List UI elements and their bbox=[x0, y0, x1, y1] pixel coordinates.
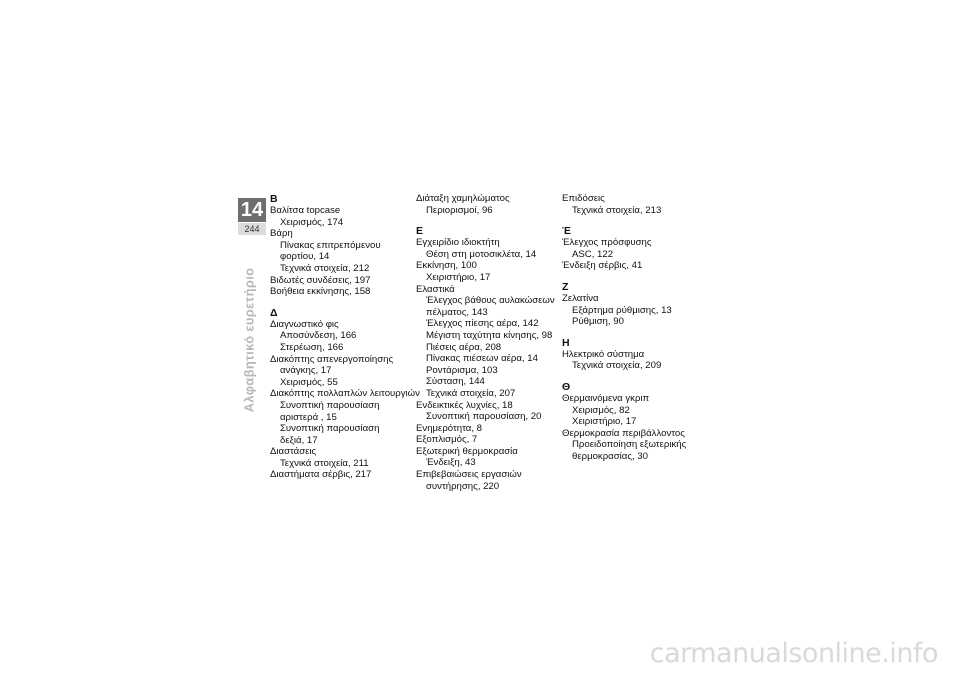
watermark-text: carmanualsonline.info bbox=[649, 638, 938, 669]
index-entry: Διαστάσεις bbox=[270, 446, 317, 458]
section-gap bbox=[562, 372, 707, 381]
index-subentry: Προειδοποίηση εξωτερικής bbox=[572, 439, 687, 451]
index-column-1 bbox=[270, 193, 420, 481]
section-gap bbox=[416, 216, 561, 225]
index-subentry: Τεχνικά στοιχεία, 211 bbox=[280, 457, 369, 469]
index-subentry: Εξάρτημα ρύθμισης, 13 bbox=[572, 304, 672, 316]
index-subentry: Χειριστήριο, 17 bbox=[426, 271, 491, 283]
index-subentry: ASC, 122 bbox=[572, 248, 614, 260]
page-number: 244 bbox=[238, 223, 266, 235]
index-entry: Έλεγχος πρόσφυσης bbox=[562, 237, 652, 249]
index-subentry: συντήρησης, 220 bbox=[426, 480, 500, 492]
index-entry: Ενδεικτικές λυχνίες, 18 bbox=[416, 399, 513, 411]
index-entry: Θερμαινόμενα γκριπ bbox=[562, 392, 650, 404]
index-subentry: Μέγιστη ταχύτητα κίνησης, 98 bbox=[426, 329, 553, 341]
index-subentry: δεξιά, 17 bbox=[280, 434, 318, 446]
index-subentry: Περιορισμοί, 96 bbox=[426, 204, 493, 216]
index-subentry: Ροντάρισμα, 103 bbox=[426, 364, 498, 376]
index-subentry: Συνοπτική παρουσίαση, 20 bbox=[426, 411, 542, 423]
index-subentry: Χειρισμός, 55 bbox=[280, 376, 338, 388]
index-subentry: Πίνακας πιέσεων αέρα, 14 bbox=[426, 353, 538, 365]
index-entry: Εγχειρίδιο ιδιοκτήτη bbox=[416, 237, 500, 249]
index-subentry: ανάγκης, 17 bbox=[280, 365, 332, 377]
index-entry: Ελαστικά bbox=[416, 283, 455, 295]
index-subentry: Χειρισμός, 82 bbox=[572, 404, 630, 416]
section-gap bbox=[270, 298, 415, 307]
index-column-3 bbox=[562, 193, 707, 463]
index-entry: Εξοπλισμός, 7 bbox=[416, 434, 478, 446]
section-letter: Ζ bbox=[562, 280, 569, 293]
index-subentry: Ένδειξη, 43 bbox=[426, 457, 476, 469]
index-entry: Βοήθεια εκκίνησης, 158 bbox=[270, 286, 371, 298]
index-entry: Διαστήματα σέρβις, 217 bbox=[270, 469, 372, 481]
section-letter: Έ bbox=[562, 225, 571, 238]
index-entry: Διακόπτης απενεργοποίησης bbox=[270, 353, 394, 365]
section-letter: Ε bbox=[416, 225, 424, 238]
index-subentry: Έλεγχος βάθους αυλακώσεων bbox=[426, 295, 555, 307]
section-letter: Β bbox=[270, 193, 278, 205]
index-subentry: Συνοπτική παρουσίαση bbox=[280, 399, 380, 411]
index-subentry: πέλματος, 143 bbox=[426, 306, 488, 318]
index-subentry: Τεχνικά στοιχεία, 209 bbox=[572, 360, 662, 372]
section-gap bbox=[562, 216, 707, 225]
index-entry: Εξωτερική θερμοκρασία bbox=[416, 445, 518, 457]
index-subentry: Ρύθμιση, 90 bbox=[572, 316, 624, 328]
index-entry: Βιδωτές συνδέσεις, 197 bbox=[270, 274, 371, 286]
index-subentry: Πίνακας επιτρεπόμενου bbox=[280, 239, 381, 251]
index-subentry: Τεχνικά στοιχεία, 213 bbox=[572, 204, 662, 216]
index-vertical-title: Αλφαβητικό ευρετήριο bbox=[241, 267, 257, 413]
index-subentry: Στερέωση, 166 bbox=[280, 341, 344, 353]
index-entry: Επιδόσεις bbox=[562, 193, 605, 204]
index-subentry: Θέση στη μοτοσικλέτα, 14 bbox=[426, 248, 537, 260]
chapter-number: 14 bbox=[238, 198, 266, 222]
index-entry: Ενημερότητα, 8 bbox=[416, 422, 482, 434]
index-entry: Ηλεκτρικό σύστημα bbox=[562, 348, 645, 360]
index-column-2 bbox=[416, 193, 561, 492]
index-subentry: αριστερά , 15 bbox=[280, 411, 337, 423]
index-entry: Διαγνωστικό φις bbox=[270, 318, 339, 330]
index-subentry: Πιέσεις αέρα, 208 bbox=[426, 341, 502, 353]
index-entry: Επιβεβαιώσεις εργασιών bbox=[416, 469, 522, 481]
index-subentry: θερμοκρασίας, 30 bbox=[572, 450, 648, 462]
index-entry: Διάταξη χαμηλώματος bbox=[416, 193, 510, 204]
index-entry: Ζελατίνα bbox=[562, 292, 599, 304]
index-entry: Ένδειξη σέρβις, 41 bbox=[562, 260, 643, 272]
index-subentry: Χειρισμός, 174 bbox=[280, 216, 344, 228]
index-subentry: Σύσταση, 144 bbox=[426, 376, 485, 388]
index-entry: Βαλίτσα topcase bbox=[270, 205, 341, 216]
index-subentry: Συνοπτική παρουσίαση bbox=[280, 423, 380, 435]
index-subentry: Έλεγχος πίεσης αέρα, 142 bbox=[426, 318, 539, 330]
section-letter: Δ bbox=[270, 306, 278, 319]
index-subentry: φορτίου, 14 bbox=[280, 251, 330, 263]
section-gap bbox=[562, 272, 707, 281]
index-entry: Βάρη bbox=[270, 228, 293, 240]
section-letter: Η bbox=[562, 336, 570, 349]
index-entry: Θερμοκρασία περιβάλλοντος bbox=[562, 427, 685, 439]
index-entry: Διακόπτης πολλαπλών λειτουργιών bbox=[270, 388, 420, 400]
section-gap bbox=[562, 328, 707, 337]
index-entry: Εκκίνηση, 100 bbox=[416, 260, 477, 272]
section-letter: Θ bbox=[562, 380, 571, 393]
index-subentry: Τεχνικά στοιχεία, 212 bbox=[280, 262, 370, 274]
index-subentry: Χειριστήριο, 17 bbox=[572, 416, 637, 428]
index-subentry: Αποσύνδεση, 166 bbox=[280, 330, 357, 342]
index-subentry: Τεχνικά στοιχεία, 207 bbox=[426, 387, 516, 399]
